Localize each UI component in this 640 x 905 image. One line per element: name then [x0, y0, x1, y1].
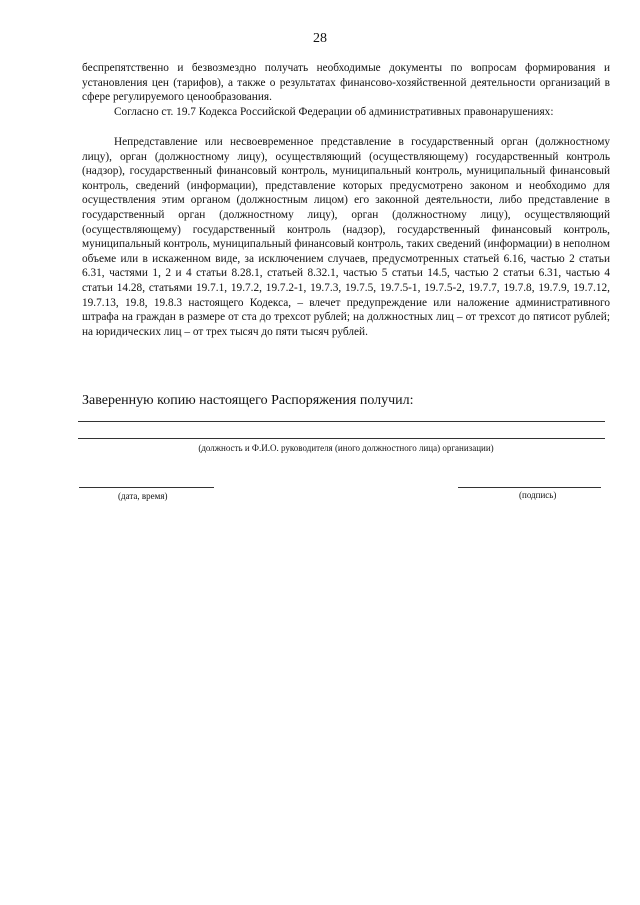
signature-caption: (подпись) — [519, 490, 557, 500]
paragraph-article-19-7-text: Непредставление или несвоевременное представление в государственный орган (должностному лицу), орган (должностному лицу), осуществляющий (осуществляющему) государственный контроль (надзор), государственный финансовый контроль, муниципальный контроль, муниципальный финансовый контроль, сведений (информации), представление которых предусмотрено законом и необходимо для осуществления этим органом (должностным лицом) его законной деятельности, либо представление в государственный орган (должностному лицу), орган (должностному лицу), осуществляющий (осуществляющему) государственный контроль (надзор), государственный финансовый контроль, муниципальный контроль, муниципальный финансовый контроль, таких сведений (информации) в неполном объеме или в искаженном виде, за исключением случаев, предусмотренных статьей 6.16, частью 2 статьи 6.31, частями 1, 2 и 4 статьи 8.28.1, статьей 8.32.1, частью 5 статьи 14.5, частью 2 статьи 6.31, частью 4 статьи 14.28, статьями 19.7.1, 19.7.2, 19.7.2-1, 19.7.3, 19.7.5, 19.7.5-1, 19.7.5-2, 19.7.7, 19.7.8, 19.7.9, 19.7.12, 19.7.13, 19.8, 19.8.3 настоящего Кодекса, – влечет предупреждение или наложение административного штрафа на граждан в размере от ста до трехсот рублей; на должностных лиц – от трехсот до пятисот рублей; на юридических лиц – от трех тысяч до пяти тысяч рублей. — [82, 136, 610, 338]
received-copy-heading: Заверенную копию настоящего Распоряжения получил: — [82, 393, 414, 408]
paragraph-continuation: беспрепятственно и безвозмездно получать необходимые документы по вопросам формирования и установления цен (тарифов), а также о результатах финансово-хозяйственной деятельности организаций в сфере регулируемого ценообразования. — [82, 62, 610, 104]
paragraph-koap-reference: Согласно ст. 19.7 Кодекса Российской Федерации об административных правонарушениях: — [114, 106, 554, 118]
signature-line-2 — [78, 438, 605, 439]
date-line — [79, 487, 214, 488]
signature-line-1 — [78, 421, 605, 422]
position-caption: (должность и Ф.И.О. руководителя (иного должностного лица) организации) — [198, 443, 494, 453]
page-number: 28 — [313, 31, 327, 46]
date-caption: (дата, время) — [118, 491, 168, 501]
signature-line — [458, 487, 601, 488]
